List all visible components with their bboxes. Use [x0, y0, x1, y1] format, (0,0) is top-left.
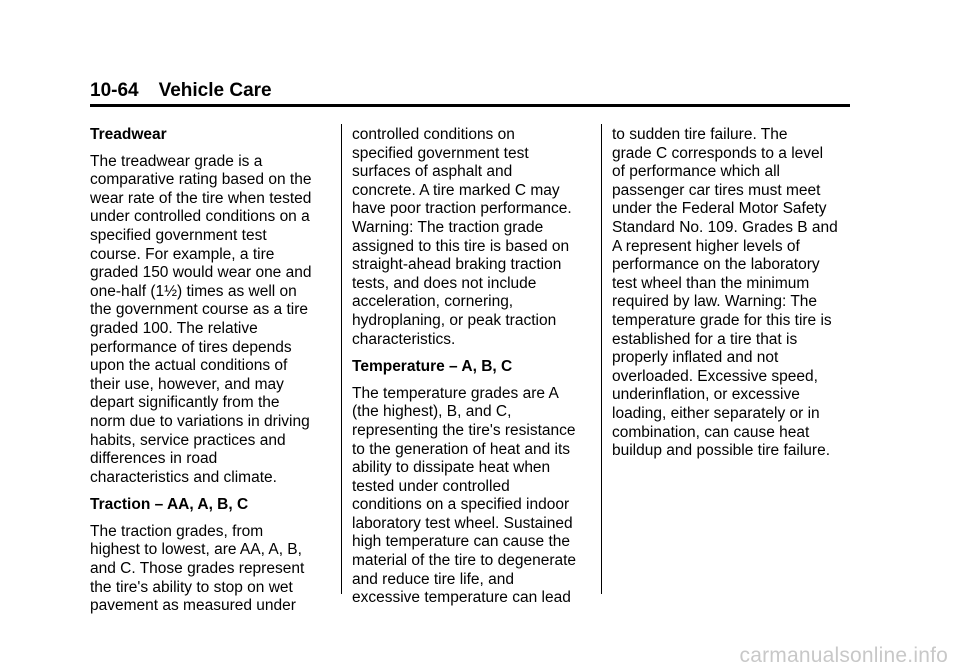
text-line: tests, and does not include — [352, 274, 537, 292]
text-line: controlled conditions on — [352, 126, 515, 143]
text-line: specified government test — [352, 144, 529, 162]
paragraph-temperature-continued — [612, 126, 852, 461]
heading-treadwear: Treadwear — [90, 126, 167, 143]
text-line: passenger car tires must meet — [612, 181, 821, 199]
text-line: combination, can cause heat — [612, 423, 810, 441]
text-line: temperature grade for this tire is — [612, 311, 832, 329]
text-line: A represent higher levels of — [612, 237, 800, 255]
text-line: upon the actual conditions of — [90, 357, 288, 375]
text-line: of performance which all — [612, 163, 780, 181]
section-title: Vehicle Care — [158, 80, 272, 101]
text-line: norm due to variations in driving — [90, 412, 310, 430]
text-line: overloaded. Excessive speed, — [612, 367, 818, 385]
paragraph-traction-continued — [352, 126, 592, 349]
text-line: under the Federal Motor Safety — [612, 200, 827, 218]
text-line: comparative rating based on the — [90, 171, 312, 189]
text-column-1 — [90, 126, 330, 625]
text-line: under controlled conditions on a — [90, 208, 310, 226]
text-line: highest to lowest, are AA, A, B, — [90, 541, 302, 559]
text-line: and reduce tire life, and — [352, 570, 514, 588]
text-line: differences in road — [90, 450, 218, 468]
text-line: characteristics and climate. — [90, 468, 277, 486]
text-line: properly inflated and not — [612, 349, 779, 367]
heading-temperature: Temperature – A, B, C — [352, 358, 513, 376]
text-column-3 — [612, 126, 852, 470]
text-line: underinflation, or excessive — [612, 386, 800, 404]
text-line: test wheel than the minimum — [612, 274, 810, 292]
text-line: to sudden tire failure. The — [612, 126, 788, 143]
text-line: conditions on a specified indoor — [352, 496, 570, 514]
text-line: excessive temperature can lead — [352, 589, 571, 607]
text-line: the tire's ability to stop on wet — [90, 578, 293, 596]
text-line: graded 150 would wear one and — [90, 264, 312, 282]
text-line: the government course as a tire — [90, 301, 308, 319]
text-line: acceleration, cornering, — [352, 293, 514, 311]
text-line: surfaces of asphalt and — [352, 163, 513, 181]
text-line: graded 100. The relative — [90, 319, 258, 337]
paragraph-treadwear — [90, 153, 330, 488]
text-line: The traction grades, from — [90, 522, 264, 540]
text-line: high temperature can cause the — [352, 533, 570, 551]
text-line: tested under controlled — [352, 477, 510, 495]
paragraph-traction — [90, 523, 330, 616]
text-line: assigned to this tire is based on — [352, 237, 570, 255]
text-line: loading, either separately or in — [612, 404, 820, 422]
text-line: to the generation of heat and its — [352, 440, 571, 458]
text-line: laboratory test wheel. Sustained — [352, 514, 573, 532]
text-line: their use, however, and may — [90, 375, 284, 393]
text-line: course. For example, a tire — [90, 245, 275, 263]
text-line: required by law. Warning: The — [612, 293, 818, 311]
column-divider — [601, 124, 602, 594]
text-line: representing the tire's resistance — [352, 421, 576, 439]
text-line: The temperature grades are A — [352, 384, 559, 402]
text-line: (the highest), B, and C, — [352, 403, 512, 421]
text-line: concrete. A tire marked C may — [352, 181, 560, 199]
text-line: habits, service practices and — [90, 431, 286, 449]
page-header — [90, 80, 272, 102]
header-rule — [90, 104, 850, 107]
watermark: carmanualsonline.info — [739, 644, 948, 667]
text-line: have poor traction performance. — [352, 200, 572, 218]
text-line: performance of tires depends — [90, 338, 292, 356]
text-line: wear rate of the tire when tested — [90, 189, 312, 207]
text-line: grade C corresponds to a level — [612, 144, 824, 162]
text-line: straight-ahead braking traction — [352, 256, 562, 274]
text-line: buildup and possible tire failure. — [612, 442, 830, 460]
text-line: ability to dissipate heat when — [352, 459, 551, 477]
text-line: depart significantly from the — [90, 394, 280, 412]
text-column-2 — [352, 126, 592, 617]
text-line: Standard No. 109. Grades B and — [612, 218, 838, 236]
text-line: and C. Those grades represent — [90, 560, 305, 578]
text-line: The treadwear grade is a — [90, 152, 263, 170]
column-divider — [341, 124, 342, 594]
text-line: performance on the laboratory — [612, 256, 820, 274]
text-line: pavement as measured under — [90, 597, 296, 615]
paragraph-temperature — [352, 385, 592, 608]
text-line: material of the tire to degenerate — [352, 552, 577, 570]
text-line: established for a tire that is — [612, 330, 798, 348]
text-line: specified government test — [90, 226, 267, 244]
heading-traction: Traction – AA, A, B, C — [90, 496, 249, 514]
text-line: Warning: The traction grade — [352, 218, 544, 236]
page-number: 10-64 — [90, 80, 139, 101]
text-line: one-half (1½) times as well on — [90, 282, 297, 300]
text-line: characteristics. — [352, 330, 456, 348]
text-line: hydroplaning, or peak traction — [352, 311, 557, 329]
